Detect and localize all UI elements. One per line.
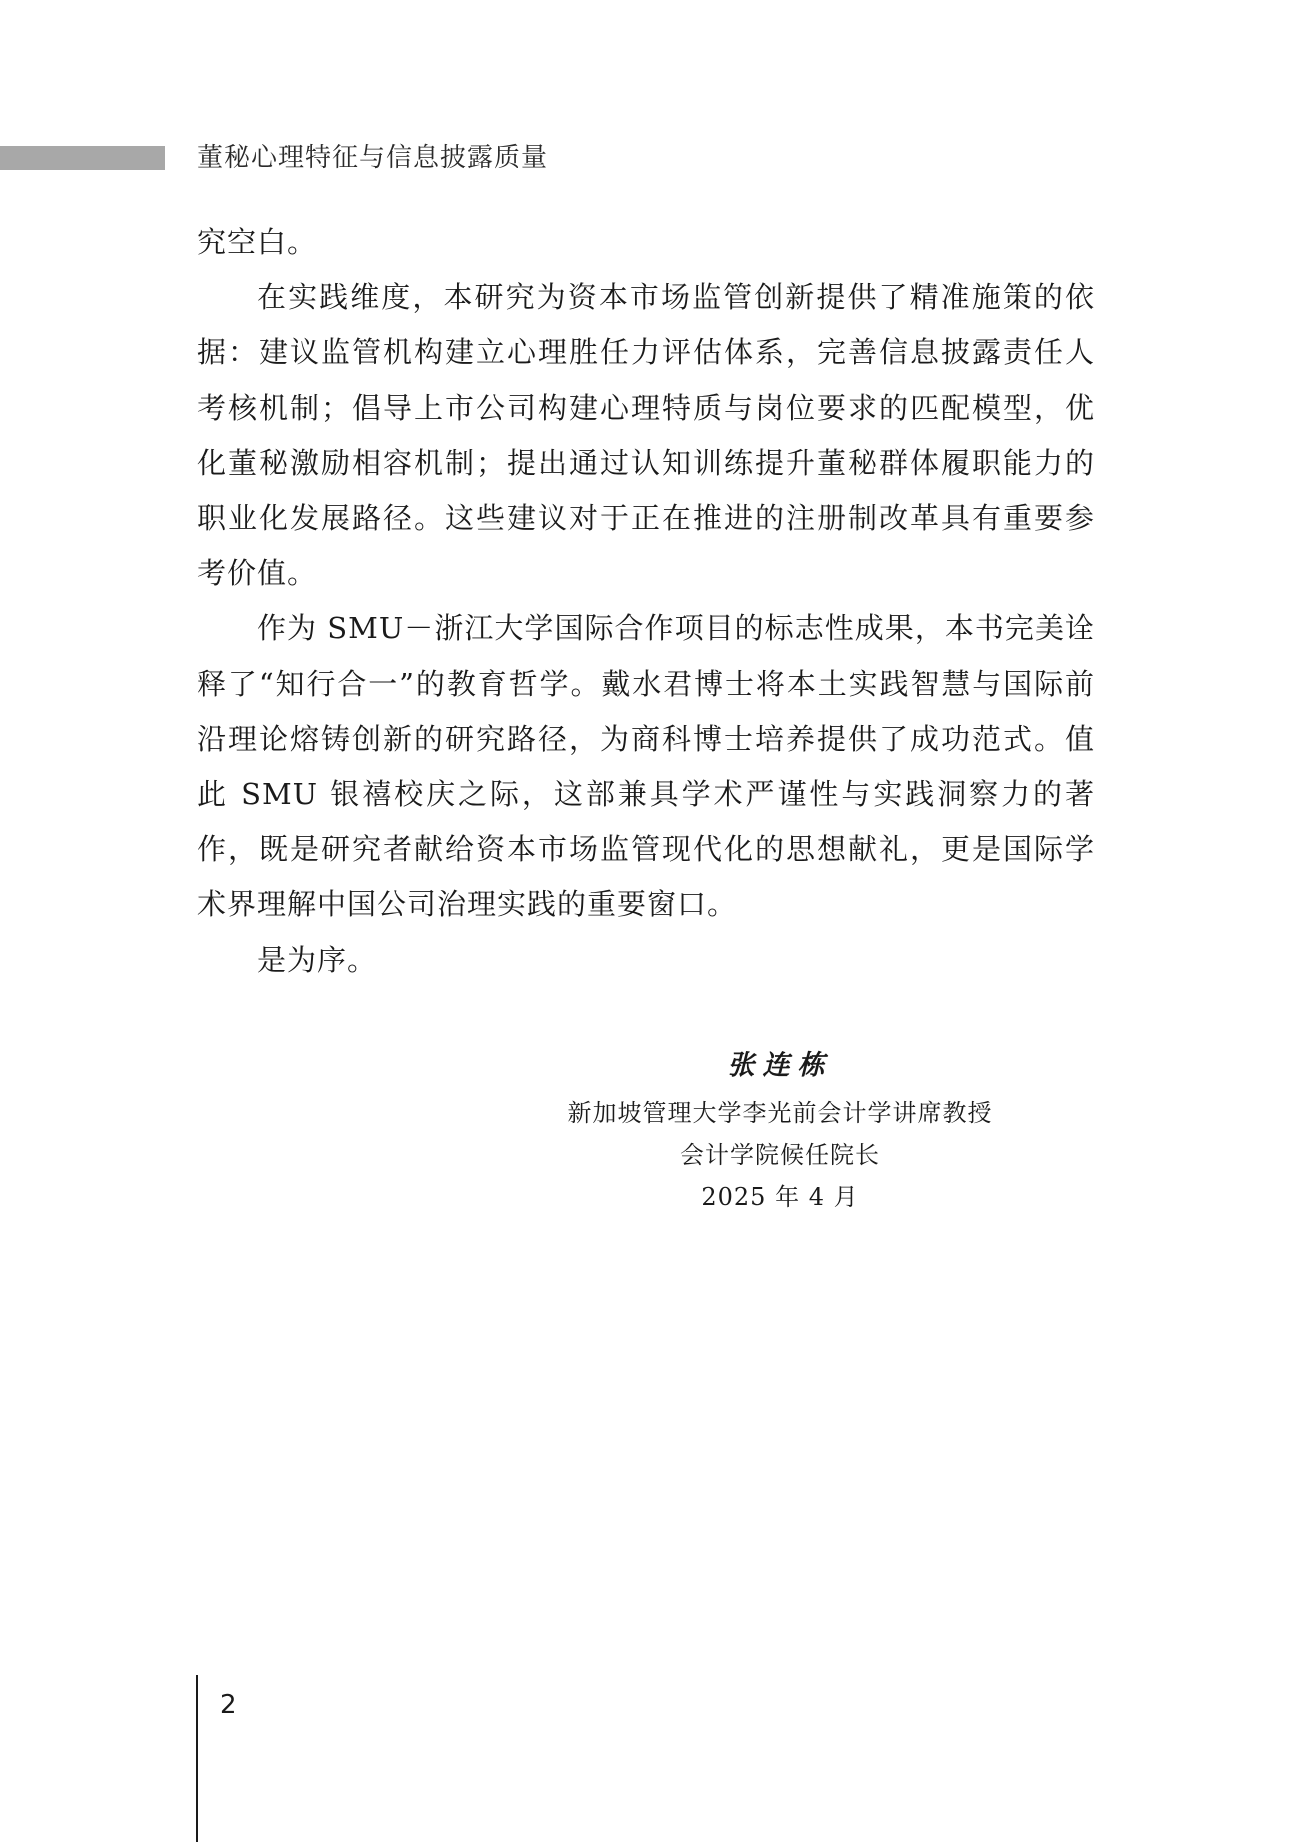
paragraph-continuation: 究空白。 [197, 225, 318, 259]
signature-date: 2025 年 4 月 [701, 1183, 859, 1211]
body-text [197, 215, 1095, 988]
footer-rule [196, 1675, 198, 1842]
running-header: 董秘心理特征与信息披露质量 [197, 143, 549, 173]
header-bar [0, 146, 165, 170]
signature-name: 张连栋 [727, 1050, 833, 1081]
paragraph-practice: 在实践维度，本研究为资本市场监管创新提供了精准施策的依据：建议监管机构建立心理胜任力评估体系，完善信息披露责任人考核机制；倡导上市公司构建心理特质与岗位要求的匹配模型，优化董秘激励相容机制；提出通过认知训练提升董秘群体履职能力的职业化发展路径。这些建议对于正在推进的注册制改革具有重要参考价值。 [197, 280, 1095, 591]
paragraph-closing: 是为序。 [257, 942, 378, 977]
paragraph-collaboration: 作为 SMU－浙江大学国际合作项目的标志性成果，本书完美诠释了“知行合一”的教育哲学。戴水君博士将本土实践智慧与国际前沿理论熔铸创新的研究路径，为商科博士培养提供了成功范式。值此 SMU 银禧校庆之际，这部兼具学术严谨性与实践洞察力的著作，既是研究者献给资本市场监管现代化的思想献礼，更是国际学术界理解中国公司治理实践的重要窗口。 [197, 611, 1095, 922]
signature-block [560, 1040, 1000, 1218]
signature-title-line1: 新加坡管理大学李光前会计学讲席教授 [567, 1099, 993, 1127]
page-number: 2 [220, 1690, 237, 1720]
signature-title-line2: 会计学院候任院长 [680, 1141, 880, 1169]
